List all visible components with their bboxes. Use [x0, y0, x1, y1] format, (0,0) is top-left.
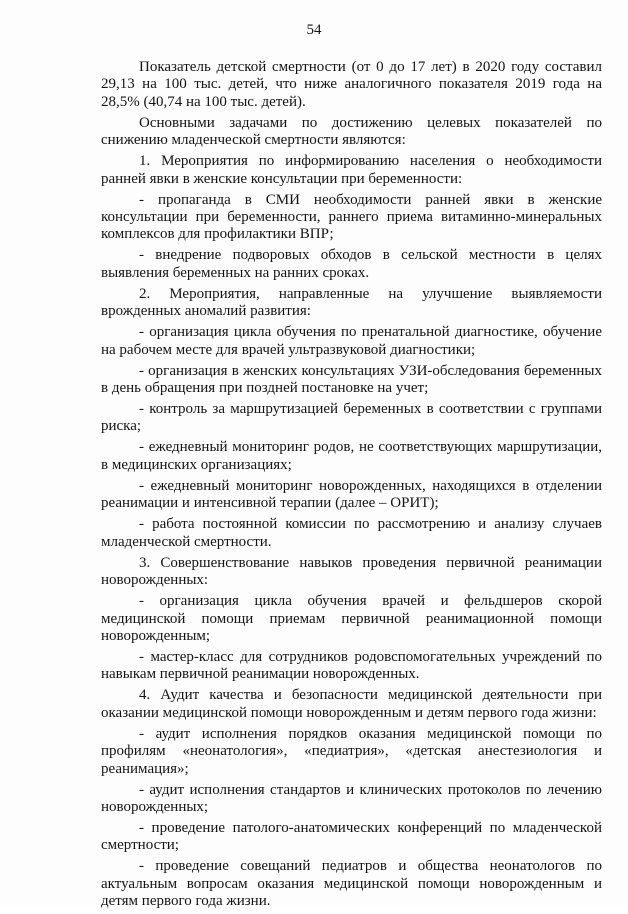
paragraph-section-4-heading: 4. Аудит качества и безопасности медицинской деятельности при оказании медицинской помощи новорожденным и детям первого года жизни:: [101, 687, 602, 721]
paragraph-main-tasks-intro: Основными задачами по достижению целевых показателей по снижению младенческой смертности являются:: [101, 114, 602, 149]
list-item: - ежедневный мониторинг родов, не соответствующих маршрутизации, в медицинских организациях;: [101, 439, 602, 473]
list-item: - проведение совещаний педиатров и общества неонатологов по актуальным вопросам оказания медицинской помощи новорожденным и детям первого года жизни.: [101, 858, 602, 910]
list-item: - организация цикла обучения врачей и фельдшеров скорой медицинской помощи приемам первичной реанимационной помощи новорожденным;: [101, 593, 602, 644]
list-item: - организация в женских консультациях УЗИ-обследования беременных в день обращения при поздней постановке на учет;: [101, 362, 602, 397]
list-item: - мастер-класс для сотрудников родовспомогательных учреждений по навыкам первичной реанимации новорожденных.: [101, 648, 602, 683]
paragraph-section-2-heading: 2. Мероприятия, направленные на улучшение выявляемости врожденных аномалий развития:: [101, 285, 602, 320]
page-number: 54: [306, 22, 322, 38]
body-text: [101, 59, 602, 914]
paragraph-section-1-heading: 1. Мероприятия по информированию населения о необходимости ранней явки в женские консультации при беременности:: [101, 153, 602, 187]
list-item: - аудит исполнения порядков оказания медицинской помощи по профилям «неонатология», «педиатрия», «детская анестезиология и реанимация»;: [101, 725, 602, 777]
list-item: - организация цикла обучения по пренатальной диагностике, обучение на рабочем месте для врачей ультразвуковой диагностики;: [101, 324, 602, 358]
list-item: - внедрение подворовых обходов в сельской местности в целях выявления беременных на ранних сроках.: [101, 247, 602, 281]
list-item: - работа постоянной комиссии по рассмотрению и анализу случаев младенческой смертности.: [101, 516, 602, 550]
paragraph-section-3-heading: 3. Совершенствование навыков проведения первичной реанимации новорожденных:: [101, 554, 602, 589]
list-item: - контроль за маршрутизацией беременных в соответствии с группами риска;: [101, 401, 602, 435]
list-item: - пропаганда в СМИ необходимости ранней явки в женские консультации при беременности, раннего приема витаминно-минеральных комплексов для профилактики ВПР;: [101, 191, 602, 243]
list-item: - проведение патолого-анатомических конференций по младенческой смертности;: [101, 819, 602, 854]
paragraph-child-mortality-rate: Показатель детской смертности (от 0 до 17 лет) в 2020 году составил 29,13 на 100 тыс. детей, что ниже аналогичного показателя 2019 года на 28,5% (40,74 на 100 тыс. детей).: [101, 59, 602, 110]
list-item: - аудит исполнения стандартов и клинических протоколов по лечению новорожденных;: [101, 781, 602, 815]
list-item: - ежедневный мониторинг новорожденных, находящихся в отделении реанимации и интенсивной терапии (далее – ОРИТ);: [101, 477, 602, 512]
